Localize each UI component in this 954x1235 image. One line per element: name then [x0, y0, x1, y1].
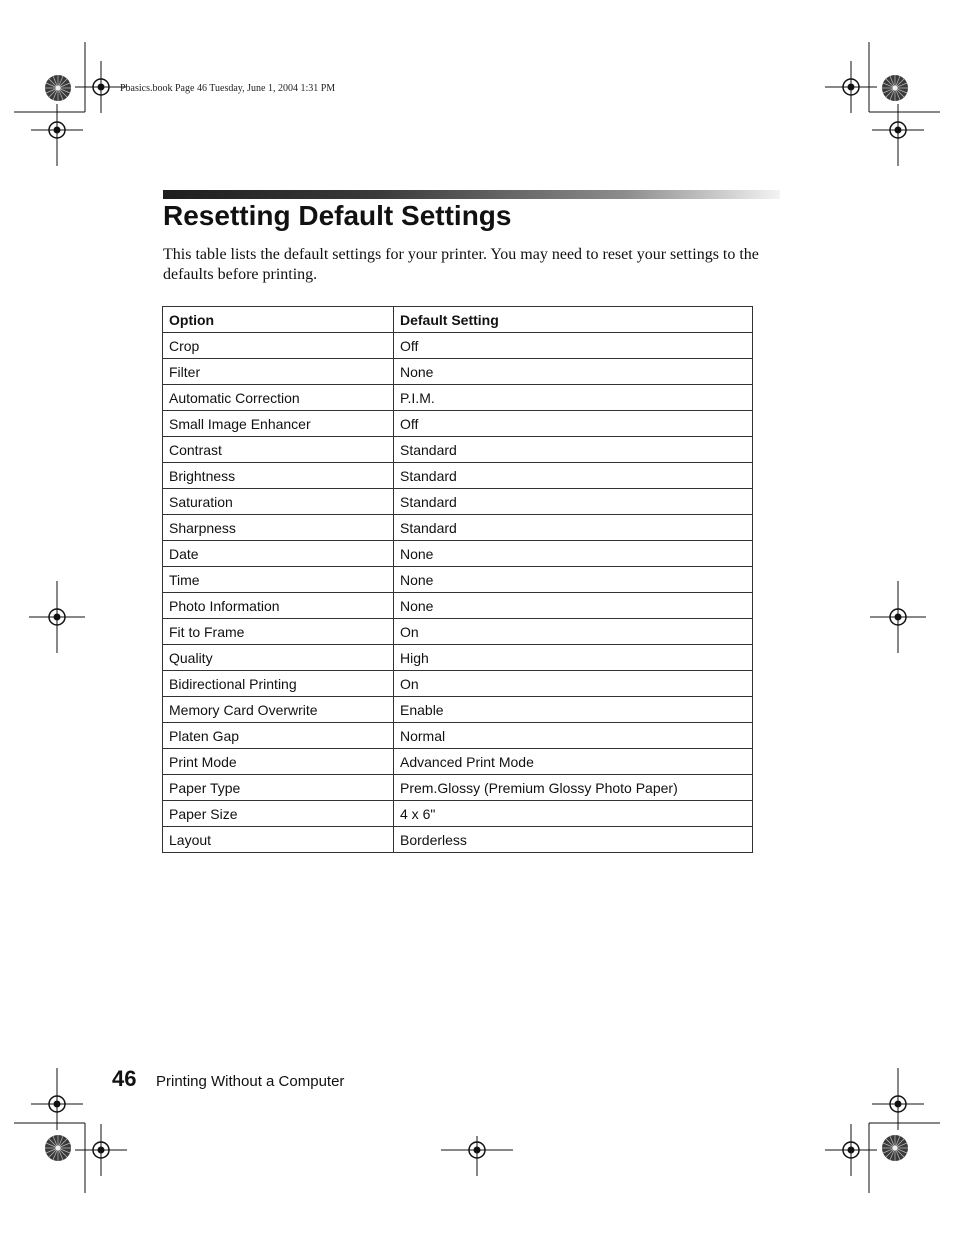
- title-gradient-bar: [163, 190, 780, 199]
- option-cell: Date: [163, 541, 394, 567]
- default-setting-cell: Normal: [394, 723, 753, 749]
- default-setting-cell: Standard: [394, 515, 753, 541]
- book-header-slug: Pbasics.book Page 46 Tuesday, June 1, 2004 1:31 PM: [120, 83, 336, 94]
- table-row: [163, 593, 753, 619]
- default-setting-cell: On: [394, 619, 753, 645]
- registration-mark-icon: [31, 104, 83, 166]
- column-header-option: Option: [163, 307, 394, 333]
- option-cell: Automatic Correction: [163, 385, 394, 411]
- table-row: [163, 619, 753, 645]
- default-setting-cell: None: [394, 593, 753, 619]
- table-row: [163, 645, 753, 671]
- option-cell: Platen Gap: [163, 723, 394, 749]
- table-row: [163, 671, 753, 697]
- option-cell: Print Mode: [163, 749, 394, 775]
- footer-section-title: Printing Without a Computer: [156, 1073, 345, 1090]
- option-cell: Quality: [163, 645, 394, 671]
- option-cell: Paper Size: [163, 801, 394, 827]
- option-cell: Small Image Enhancer: [163, 411, 394, 437]
- table-row: [163, 437, 753, 463]
- option-cell: Paper Type: [163, 775, 394, 801]
- default-setting-cell: Standard: [394, 489, 753, 515]
- registration-mark-icon: [872, 104, 924, 166]
- default-setting-cell: Borderless: [394, 827, 753, 853]
- color-wheel-mark-icon: [45, 75, 71, 101]
- default-setting-cell: Advanced Print Mode: [394, 749, 753, 775]
- option-cell: Fit to Frame: [163, 619, 394, 645]
- option-cell: Brightness: [163, 463, 394, 489]
- table-row: [163, 827, 753, 853]
- default-setting-cell: Off: [394, 333, 753, 359]
- table-row: [163, 411, 753, 437]
- default-settings-table: [162, 306, 753, 853]
- column-header-default-setting: Default Setting: [394, 307, 753, 333]
- table-row: [163, 749, 753, 775]
- color-wheel-mark-icon: [45, 1135, 71, 1161]
- default-setting-cell: Enable: [394, 697, 753, 723]
- table-row: [163, 359, 753, 385]
- option-cell: Time: [163, 567, 394, 593]
- option-cell: Contrast: [163, 437, 394, 463]
- default-setting-cell: P.I.M.: [394, 385, 753, 411]
- page-title: Resetting Default Settings: [163, 200, 512, 231]
- table-row: [163, 463, 753, 489]
- table-row: [163, 333, 753, 359]
- table-row: [163, 723, 753, 749]
- color-wheel-mark-icon: [882, 75, 908, 101]
- default-setting-cell: None: [394, 541, 753, 567]
- option-cell: Bidirectional Printing: [163, 671, 394, 697]
- table-body: [163, 333, 753, 853]
- table-row: [163, 515, 753, 541]
- page-number: 46: [112, 1066, 137, 1091]
- intro-paragraph: This table lists the default settings for your printer. You may need to reset your settings to the defaults before printing.: [163, 246, 759, 283]
- table-row: [163, 489, 753, 515]
- registration-mark-icon: [75, 1124, 127, 1176]
- option-cell: Sharpness: [163, 515, 394, 541]
- default-setting-cell: High: [394, 645, 753, 671]
- table-row: [163, 567, 753, 593]
- table-row: [163, 775, 753, 801]
- registration-mark-icon: [870, 581, 926, 653]
- registration-mark-icon: [441, 1136, 513, 1176]
- table-row: [163, 697, 753, 723]
- default-setting-cell: On: [394, 671, 753, 697]
- option-cell: Filter: [163, 359, 394, 385]
- default-setting-cell: 4 x 6": [394, 801, 753, 827]
- table-row: [163, 801, 753, 827]
- registration-mark-icon: [872, 1068, 924, 1130]
- default-setting-cell: None: [394, 359, 753, 385]
- default-setting-cell: None: [394, 567, 753, 593]
- option-cell: Memory Card Overwrite: [163, 697, 394, 723]
- color-wheel-mark-icon: [882, 1135, 908, 1161]
- default-setting-cell: Off: [394, 411, 753, 437]
- table-header-row: [163, 307, 753, 333]
- table-row: [163, 541, 753, 567]
- option-cell: Crop: [163, 333, 394, 359]
- option-cell: Photo Information: [163, 593, 394, 619]
- option-cell: Saturation: [163, 489, 394, 515]
- table-row: [163, 385, 753, 411]
- default-setting-cell: Standard: [394, 463, 753, 489]
- option-cell: Layout: [163, 827, 394, 853]
- registration-mark-icon: [29, 581, 85, 653]
- default-setting-cell: Prem.Glossy (Premium Glossy Photo Paper): [394, 775, 753, 801]
- default-setting-cell: Standard: [394, 437, 753, 463]
- registration-mark-icon: [31, 1068, 83, 1130]
